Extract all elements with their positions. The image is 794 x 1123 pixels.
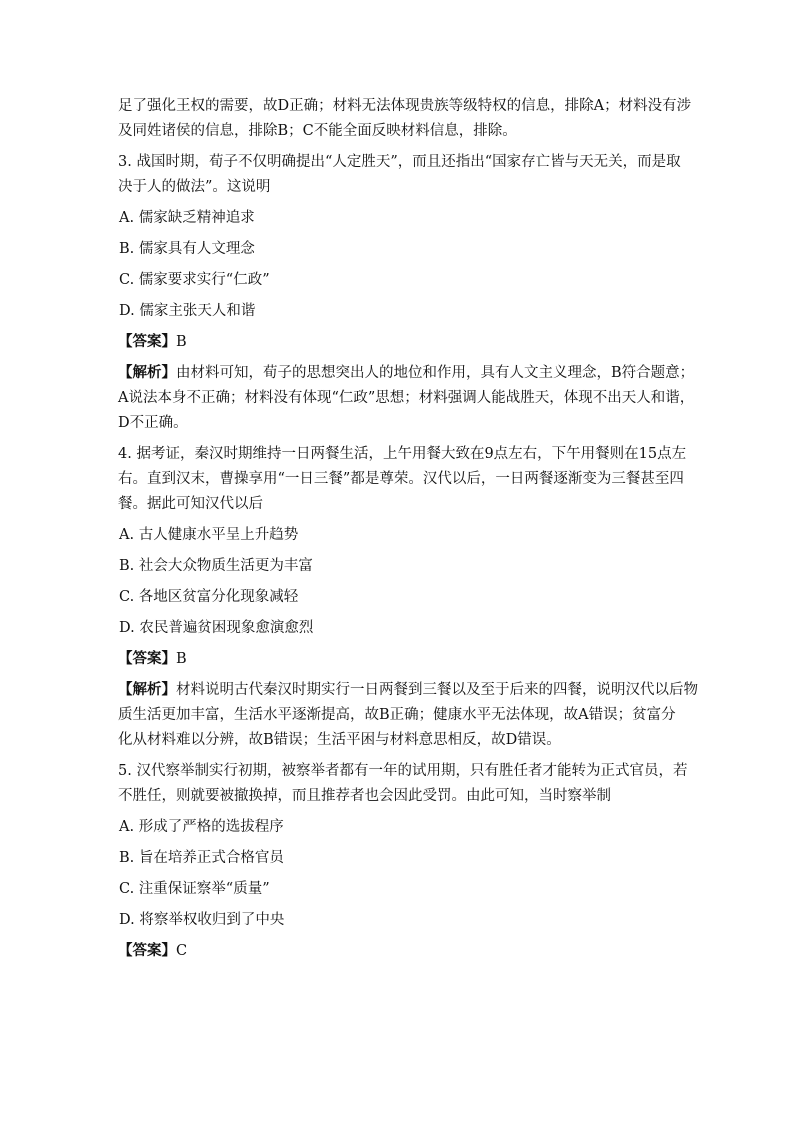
answer-value: B xyxy=(176,334,187,350)
analysis-label: 【解析】 xyxy=(118,364,176,381)
analysis-label: 【解析】 xyxy=(118,681,176,698)
option-a: A. 儒家缺乏精神追求 xyxy=(119,210,255,226)
text-line: 足了强化王权的需要，故D正确；材料无法体现贵族等级特权的信息，排除A；材料没有涉 xyxy=(118,98,692,114)
question-5 xyxy=(118,763,688,804)
question-text-line: 决于人的做法”。这说明 xyxy=(118,179,271,195)
option-b: B. 旨在培养正式合格官员 xyxy=(119,850,284,866)
answer-line xyxy=(118,334,680,350)
analysis-text-line: D不正确。 xyxy=(118,415,188,431)
option-a: A. 形成了严格的选拔程序 xyxy=(119,819,284,835)
option-b: B. 社会大众物质生活更为丰富 xyxy=(119,558,313,574)
question-text-line: 5. 汉代察举制实行初期，被察举者都有一年的试用期，只有胜任者才能转为正式官员，若 xyxy=(118,763,688,779)
option-d: D. 农民普遍贫困现象愈演愈烈 xyxy=(119,620,314,636)
option-a: A. 古人健康水平呈上升趋势 xyxy=(119,527,299,543)
analysis-text-line: 材料说明古代秦汉时期实行一日两餐到三餐以及至于后来的四餐，说明汉代以后物 xyxy=(176,682,698,698)
option-b: B. 儒家具有人文理念 xyxy=(119,241,255,257)
analysis-block xyxy=(118,681,698,748)
option-c: C. 各地区贫富分化现象减轻 xyxy=(119,589,299,605)
answer-line xyxy=(118,943,680,959)
question-text-line: 不胜任，则就要被撤换掉，而且推荐者也会因此受罚。由此可知，当时察举制 xyxy=(118,788,611,804)
answer-value: B xyxy=(176,651,187,667)
analysis-block xyxy=(118,364,695,431)
analysis-text-line: 由材料可知，荀子的思想突出人的地位和作用，具有人文主义理念，B符合题意； xyxy=(176,365,695,381)
question-text-line: 4. 据考证，秦汉时期维持一日两餐生活，上午用餐大致在9点左右，下午用餐则在15点左 xyxy=(118,446,687,462)
document-page xyxy=(118,98,698,959)
option-c: C. 注重保证察举“质量” xyxy=(119,881,270,897)
option-c: C. 儒家要求实行“仁政” xyxy=(119,272,270,288)
analysis-text-line: 质生活更加丰富，生活水平逐渐提高，故B正确；健康水平无法体现，故A错误；贫富分 xyxy=(118,707,676,723)
analysis-text-line: A说法本身不正确；材料没有体现“仁政”思想；材料强调人能战胜天，体现不出天人和谐， xyxy=(118,390,695,406)
analysis-continuation xyxy=(118,98,692,139)
question-text-line: 3. 战国时期，荀子不仅明确提出“人定胜天”，而且还指出“国家存亡皆与天无关，而是取 xyxy=(118,154,681,170)
analysis-text-line: 化从材料难以分辨，故B错误；生活平困与材料意思相反，故D错误。 xyxy=(118,732,561,748)
answer-line xyxy=(118,651,680,667)
answer-label: 【答案】 xyxy=(118,650,176,667)
question-text-line: 餐。据此可知汉代以后 xyxy=(118,496,263,512)
answer-label: 【答案】 xyxy=(118,333,176,350)
answer-label: 【答案】 xyxy=(118,942,176,959)
text-line: 及同姓诸侯的信息，排除B；C不能全面反映材料信息，排除。 xyxy=(118,123,517,139)
question-text-line: 右。直到汉末，曹操享用“一日三餐”都是尊荣。汉代以后，一日两餐逐渐变为三餐甚至四 xyxy=(118,471,684,487)
question-4 xyxy=(118,446,687,512)
question-3 xyxy=(118,154,680,195)
option-d: D. 将察举权收归到了中央 xyxy=(119,912,285,928)
option-d: D. 儒家主张天人和谐 xyxy=(119,303,256,319)
answer-value: C xyxy=(176,943,188,959)
